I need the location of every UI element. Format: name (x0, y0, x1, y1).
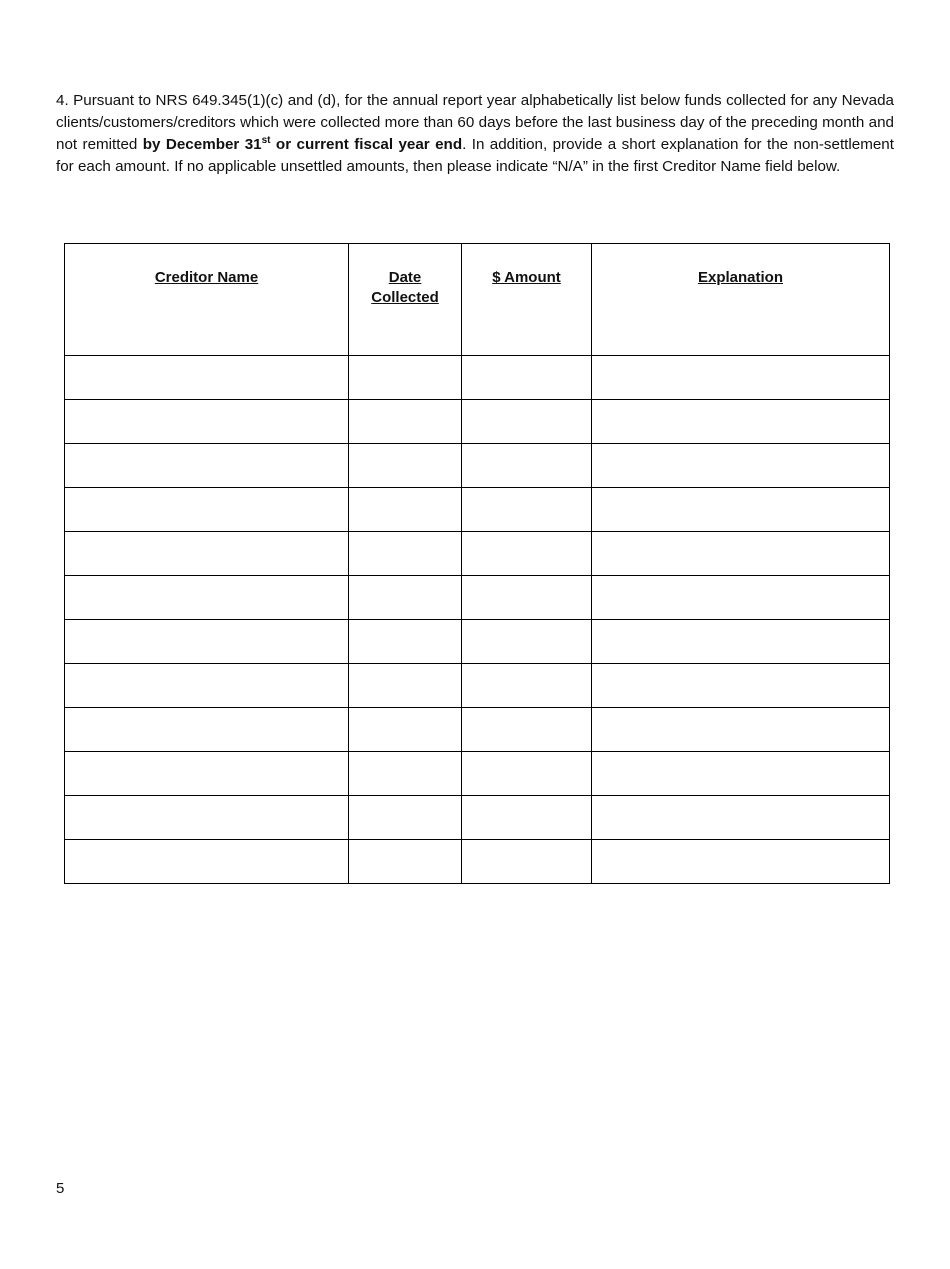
table-row (65, 708, 890, 752)
amount-cell[interactable] (462, 708, 592, 752)
header-amount: $ Amount (462, 244, 592, 356)
explanation-cell[interactable] (592, 620, 890, 664)
instructions-paragraph (56, 90, 894, 178)
date-collected-cell[interactable] (349, 576, 462, 620)
unsettled-funds-table (64, 243, 890, 884)
amount-cell[interactable] (462, 620, 592, 664)
explanation-cell[interactable] (592, 664, 890, 708)
table-row (65, 356, 890, 400)
explanation-cell[interactable] (592, 796, 890, 840)
explanation-cell[interactable] (592, 532, 890, 576)
date-collected-cell[interactable] (349, 532, 462, 576)
amount-cell[interactable] (462, 444, 592, 488)
creditor-name-cell[interactable] (65, 576, 349, 620)
date-collected-cell[interactable] (349, 444, 462, 488)
instructions-bold-fiscal: or current fiscal year end (270, 136, 463, 153)
header-date-collected (349, 244, 462, 356)
creditor-name-cell[interactable] (65, 488, 349, 532)
instructions-superscript: st (261, 134, 271, 146)
amount-cell[interactable] (462, 796, 592, 840)
header-date-line1: Date (388, 269, 422, 286)
creditor-name-cell[interactable] (65, 444, 349, 488)
amount-cell[interactable] (462, 356, 592, 400)
table-row (65, 532, 890, 576)
table-body (65, 356, 890, 884)
explanation-cell[interactable] (592, 840, 890, 884)
explanation-cell[interactable] (592, 488, 890, 532)
amount-cell[interactable] (462, 664, 592, 708)
date-collected-cell[interactable] (349, 356, 462, 400)
amount-cell[interactable] (462, 576, 592, 620)
date-collected-cell[interactable] (349, 488, 462, 532)
table-row (65, 400, 890, 444)
instructions-text-part2: . In addition, provide a short explanation for the non-settlement for each amount. If no applicable unsettled amounts, then please indicate “N/A” in the first Creditor Name field below. (56, 136, 894, 175)
creditor-name-cell[interactable] (65, 356, 349, 400)
table-row (65, 488, 890, 532)
table-row (65, 576, 890, 620)
amount-cell[interactable] (462, 532, 592, 576)
page-number: 5 (56, 1180, 65, 1197)
header-date-line2: Collected (371, 289, 439, 306)
explanation-cell[interactable] (592, 356, 890, 400)
table-row (65, 796, 890, 840)
creditor-name-cell[interactable] (65, 532, 349, 576)
amount-cell[interactable] (462, 488, 592, 532)
date-collected-cell[interactable] (349, 400, 462, 444)
table-row (65, 752, 890, 796)
instructions-text-part1: 4. Pursuant to NRS 649.345(1)(c) and (d), for the annual report year alphabetically list below funds collected for any Nevada clients/customers/creditors which were collected more than 60 days before the last business day of the preceding month and not remitted (56, 92, 894, 153)
explanation-cell[interactable] (592, 708, 890, 752)
explanation-cell[interactable] (592, 400, 890, 444)
amount-cell[interactable] (462, 840, 592, 884)
table-row (65, 664, 890, 708)
creditor-name-cell[interactable] (65, 664, 349, 708)
date-collected-cell[interactable] (349, 752, 462, 796)
table-row (65, 620, 890, 664)
explanation-cell[interactable] (592, 444, 890, 488)
creditor-name-cell[interactable] (65, 708, 349, 752)
creditor-name-cell[interactable] (65, 752, 349, 796)
explanation-cell[interactable] (592, 576, 890, 620)
creditor-name-cell[interactable] (65, 400, 349, 444)
date-collected-cell[interactable] (349, 796, 462, 840)
header-explanation: Explanation (592, 244, 890, 356)
table-row (65, 840, 890, 884)
header-creditor-name: Creditor Name (65, 244, 349, 356)
amount-cell[interactable] (462, 752, 592, 796)
date-collected-cell[interactable] (349, 620, 462, 664)
date-collected-cell[interactable] (349, 840, 462, 884)
table-header-row (65, 244, 890, 356)
explanation-cell[interactable] (592, 752, 890, 796)
table-row (65, 444, 890, 488)
date-collected-cell[interactable] (349, 664, 462, 708)
creditor-name-cell[interactable] (65, 796, 349, 840)
creditor-name-cell[interactable] (65, 840, 349, 884)
creditor-name-cell[interactable] (65, 620, 349, 664)
date-collected-cell[interactable] (349, 708, 462, 752)
amount-cell[interactable] (462, 400, 592, 444)
instructions-bold-date: by December 31 (142, 136, 262, 153)
